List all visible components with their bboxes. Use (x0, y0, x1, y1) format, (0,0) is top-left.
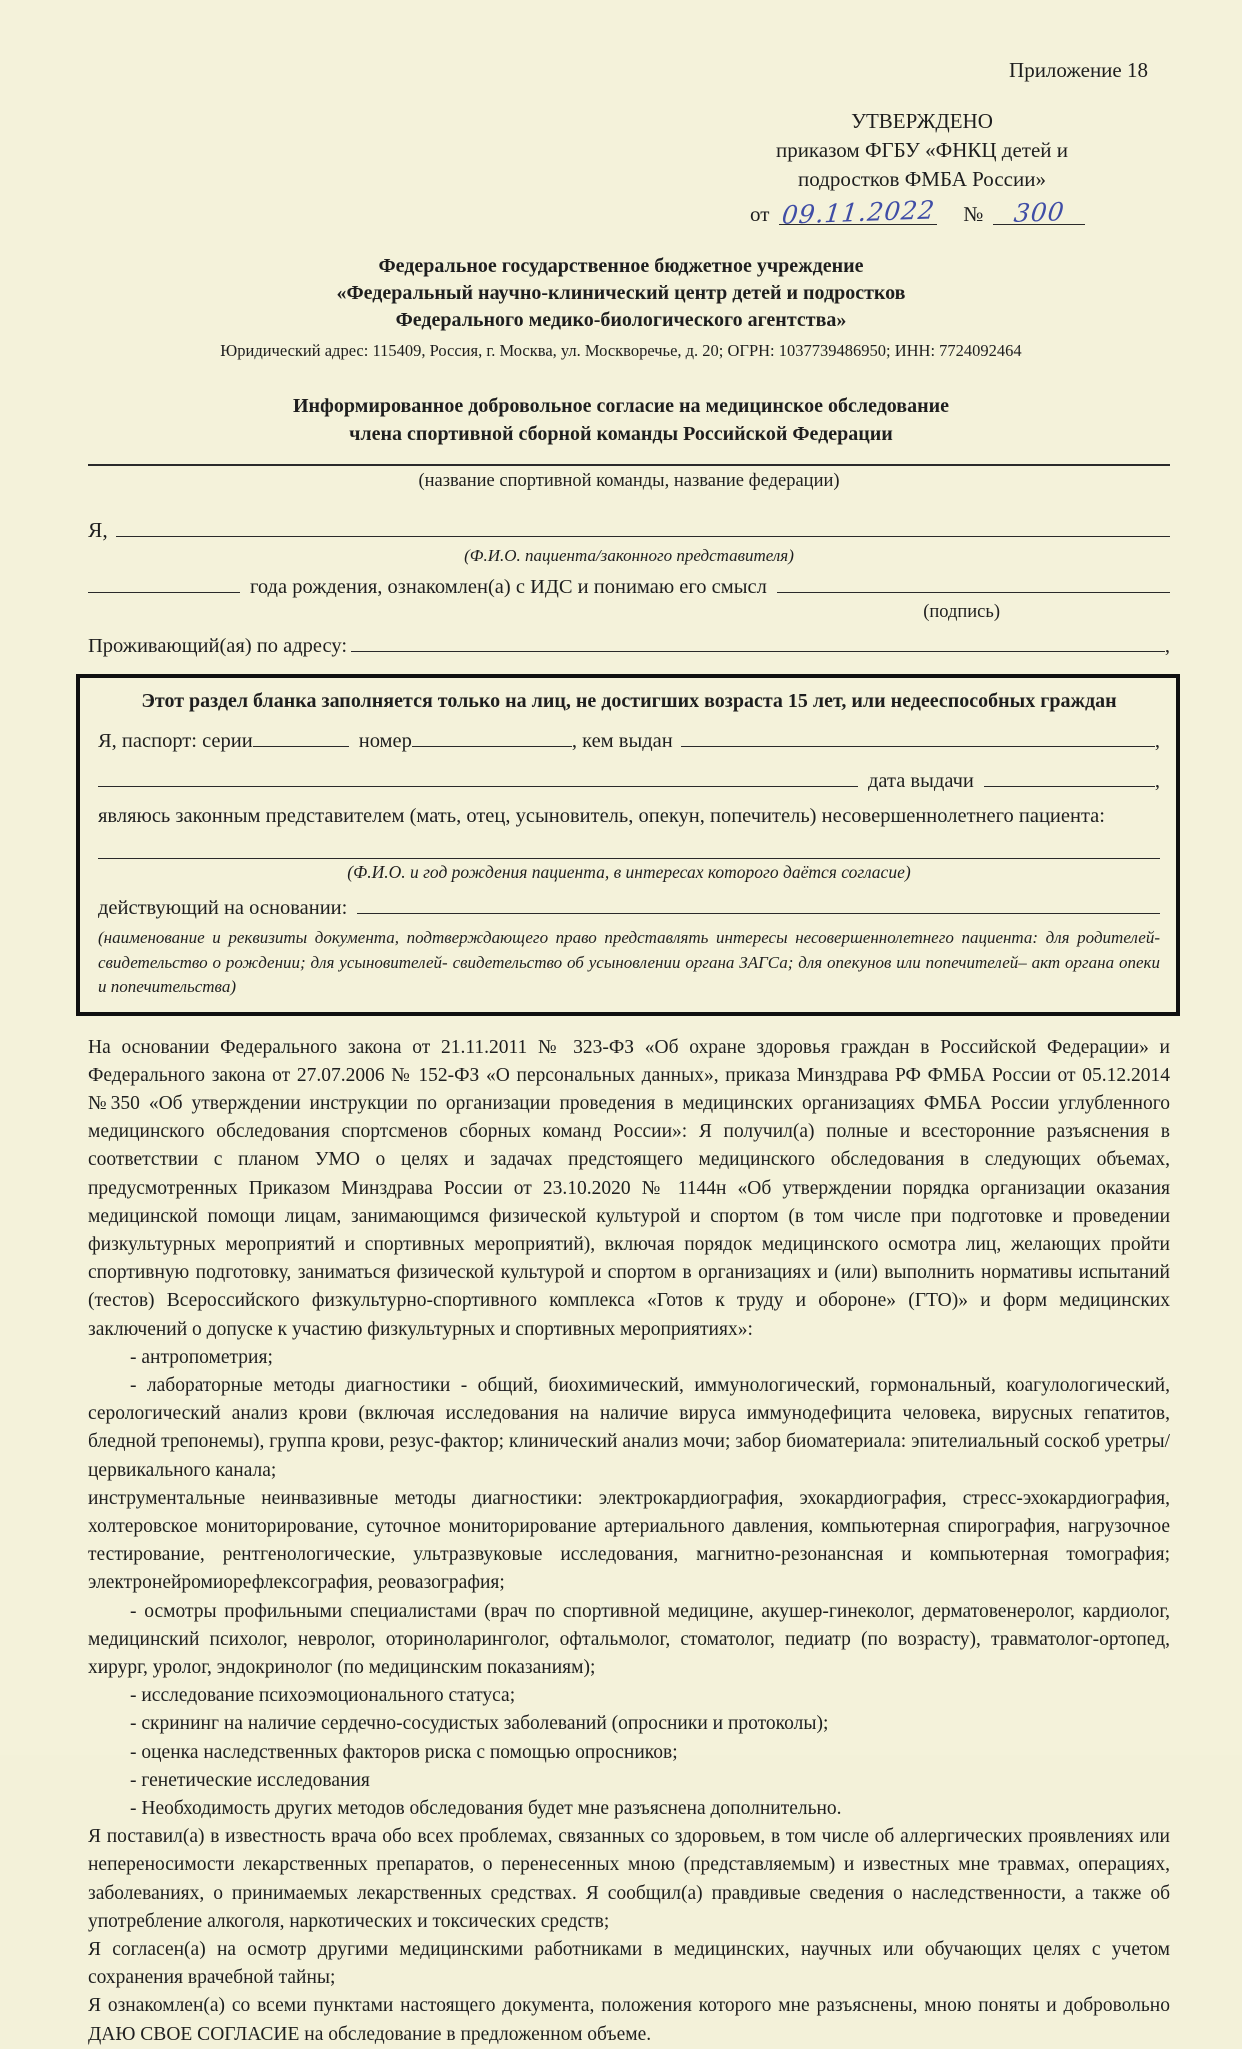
passport-row (98, 726, 1160, 753)
patient-name-label: Я, (88, 518, 108, 542)
birth-year-field[interactable] (88, 572, 240, 593)
issue-date-label: дата выдачи (868, 770, 974, 792)
passport-issuer-label: , кем выдан (571, 730, 673, 752)
patient-name-field[interactable] (116, 516, 1170, 537)
consent-meaning-field[interactable] (777, 572, 1170, 593)
final-consent-paragraph: Я ознакомлен(а) со всеми пунктами настоящего документа, положения которого мне разъяснены, мною поняты и добровольно ДАЮ СВОЕ СОГЛАСИЕ на обследование в предложенном объеме. (88, 1995, 1170, 2045)
organization-address: Юридический адрес: 115409, Россия, г. Москва, ул. Москворечье, д. 20; ОГРН: 1037739486950; ИНН: 7724092464 (220, 341, 1022, 360)
patient-name-row (88, 516, 1170, 543)
birth-year-row (88, 572, 1170, 599)
birth-consent-text: года рождения, ознакомлен(а) с ИДС и понимаю его смысл (250, 576, 767, 598)
signature-caption: (подпись) (923, 602, 1000, 622)
approval-number-field[interactable] (993, 197, 1085, 228)
passport-series-label: Я, паспорт: серии (98, 730, 253, 752)
residence-row (88, 631, 1170, 658)
passport-number-label: номер (358, 730, 412, 752)
document-title-line2: члена спортивной сборной команды Российской Федерации (349, 423, 893, 445)
organization-name-line2: «Федеральный научно-клинический центр детей и подростков (336, 282, 906, 304)
basis-row (98, 893, 1160, 920)
exam-item-cardio-screening: - скрининг на наличие сердечно-сосудистых заболеваний (опросники и протоколы); (130, 1713, 829, 1735)
observation-consent-paragraph: Я согласен(а) на осмотр другими медицинскими работниками в медицинских, научных или обучающих целях с учетом сохранения врачебной тайны; (88, 1939, 1170, 1989)
team-name-field[interactable] (88, 464, 1170, 466)
approval-order-line1: приказом ФГБУ «ФНКЦ детей и (775, 138, 1069, 162)
approval-number-handwritten: 300 (1012, 197, 1067, 228)
minor-name-field[interactable] (98, 858, 1160, 859)
residence-comma: , (1164, 635, 1170, 657)
minor-section-heading: Этот раздел бланка заполняется только на лиц, не достигших возраста 15 лет, или недееспособных граждан (141, 690, 1117, 712)
exam-item-anthropometry: - антропометрия; (130, 1346, 273, 1368)
document-title (0, 392, 1242, 448)
form-section (0, 464, 1242, 658)
health-disclosure-paragraph: Я поставил(а) в известность врача обо всех проблемах, связанных со здоровьем, в том числе об аллергических проявлениях или непереносимости лекарственных препаратов, о перенесенных мною (представляемым) и известных мне травмах, операциях, заболеваниях, о принимаемых лекарственных средствах. Я сообщил(а) правдивые сведения о наследственности, а также об употребление алкоголя, наркотических и токсических средств; (88, 1826, 1170, 1932)
exam-item-specialists: - осмотры профильными специалистами (врач по спортивной медицине, акушер-гинеколог, дерматовенеролог, кардиолог, медицинский психолог, невролог, оториноларинголог, офтальмолог, стоматолог, педиатр (по возрасту), травматолог-ортопед, хирург, уролог, эндокринолог (по медицинским показаниям); (88, 1600, 1170, 1678)
exam-item-psycho-status: - исследование психоэмоционального статуса; (130, 1685, 516, 1707)
approval-number-label: № (963, 202, 984, 226)
basis-field[interactable] (357, 893, 1160, 914)
passport-issuer-comma: , (1154, 730, 1160, 752)
team-name-caption: (название спортивной команды, название федерации) (418, 471, 840, 491)
approval-date-label: от (750, 202, 770, 226)
passport-number-field[interactable] (412, 726, 572, 747)
organization-name-line1: Федеральное государственное бюджетное учреждение (378, 255, 864, 277)
approval-date-handwritten: 09.11.2022 (780, 195, 937, 230)
minor-name-caption: (Ф.И.О. и год рождения пациента, в интересах которого даётся согласие) (347, 862, 911, 882)
basis-note: (наименование и реквизиты документа, подтверждающего право представлять интересы несовершеннолетнего пациента: для родителей-свидетельство о рождении; для усыновителей- свидетельство об усыновлении органа ЗАГСа; для опекунов или попечителей– акт органа опеки и попечительства) (98, 928, 1160, 996)
approval-order-line2: подростков ФМБА России» (798, 167, 1046, 191)
issue-date-row (98, 766, 1160, 793)
residence-field[interactable] (351, 631, 1165, 652)
document-title-line1: Информированное добровольное согласие на медицинское обследование (292, 395, 950, 417)
patient-name-caption: (Ф.И.О. пациента/законного представителя) (464, 546, 794, 565)
approval-title: УТВЕРЖДЕНО (851, 109, 993, 133)
appendix-label: Приложение 18 (1009, 58, 1148, 82)
approval-date-row (750, 195, 1102, 230)
basis-label: действующий на основании: (98, 897, 348, 919)
approval-date-field[interactable] (779, 195, 937, 230)
exam-item-instrumental: инструментальные неинвазивные методы диагностики: электрокардиография, эхокардиография, стресс-эхокардиография, холтеровское мониторирование, суточное мониторирование артериального давления, компьютерная спирография, нагрузочное тестирование, рентгенологические, ультразвуковые исследования, магнитно-резонансная и компьютерная томография; электронейромиорефлексография, реовазография; (88, 1487, 1170, 1594)
issue-date-comma: , (1154, 770, 1160, 792)
exam-item-other-methods: - Необходимость других методов обследования будет мне разъяснена дополнительно. (130, 1797, 842, 1819)
approval-block (706, 107, 1138, 229)
exam-item-genetic: - генетические исследования (130, 1769, 370, 1791)
passport-issuer-field[interactable] (681, 726, 1155, 747)
residence-label: Проживающий(ая) по адресу: (88, 635, 348, 657)
representative-statement: являюсь законным представителем (мать, отец, усыновитель, опекун, попечитель) несовершеннолетнего пациента: (98, 805, 1105, 827)
passport-series-field[interactable] (253, 726, 349, 747)
issue-date-field[interactable] (984, 766, 1155, 787)
exam-item-lab: - лабораторные методы диагностики - общий, биохимический, иммунологический, гормональный, коагулологический, серологический анализ крови (включая исследования на наличие вируса иммунодефицита человека, вирусных гепатитов, бледной трепонемы), группа крови, резус-фактор; клинический анализ мочи; забор биоматериала: эпителиальный соскоб уретры/цервикального канала; (88, 1374, 1170, 1481)
organization-name-line3: Федерального медико-биологического агентства» (395, 309, 847, 331)
organization-header (0, 253, 1242, 364)
minor-section-box (76, 674, 1180, 1016)
exam-item-hereditary-risk: - оценка наследственных факторов риска с помощью опросников; (130, 1741, 678, 1763)
passport-issuer-cont-field[interactable] (98, 766, 858, 787)
legal-basis-paragraph: На основании Федерального закона от 21.11.2011 № 323-ФЗ «Об охране здоровья граждан в Российской Федерации» и Федерального закона от 27.07.2006 № 152-ФЗ «О персональных данных», приказа Минздрава РФ ФМБА России от 05.12.2014 №350 «Об утверждении инструкции по организации проведения в медицинских организациях ФМБА России углубленного медицинского обследования спортсменов сборных команд России»: Я получил(а) полные и всесторонние разъяснения в соответствии с планом УМО о целях и задачах предстоящего медицинского обследования в следующих объемах, предусмотренных Приказом Минздрава России от 23.10.2020 № 1144н «Об утверждении порядка организации оказания медицинской помощи лицам, занимающимся физической культурой и спортом (в том числе при подготовке и проведении физкультурных мероприятий и спортивных мероприятий), включая порядок медицинского осмотра лиц, желающих пройти спортивную подготовку, заниматься физической культурой и спортом в организациях и (или) выполнить нормативы испытаний (тестов) Всероссийского физкультурно-спортивного комплекса «Готов к труду и обороне» (ГТО)» и форм медицинских заключений о допуске к участию физкультурных и спортивных мероприятиях»: (88, 1036, 1170, 1340)
consent-body (88, 1034, 1170, 2049)
